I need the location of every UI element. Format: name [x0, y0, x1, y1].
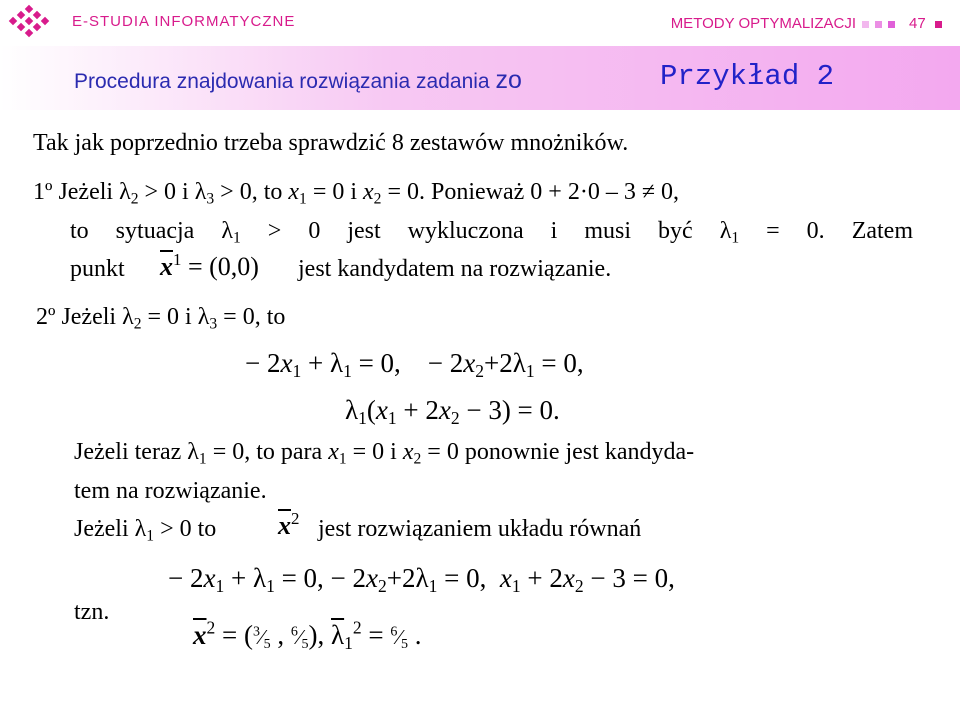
case1-line3: punkt: [70, 256, 125, 282]
case2-heading: 2º Jeżeli $\lambda_2 = 0$ i $\lambda_3 = 0$, to: [36, 304, 286, 333]
nav-square-icon: [875, 21, 882, 28]
formula-x1: $\overline{x}^1 = (0,0)$: [160, 249, 259, 281]
intro-text: Tak jak poprzednio trzeba sprawdzić 8 zestawów mnożników.: [33, 130, 629, 156]
nav-square-icon: [862, 21, 869, 28]
logo-icon: [8, 4, 56, 40]
slide-subtitle: Procedura znajdowania rozwiązania zadania zo: [74, 66, 522, 94]
formula-x2-bar: $\overline{x}^2$: [278, 508, 300, 540]
case2-text-line1: Jeżeli teraz $\lambda_1 = 0$, to para $x_1 = 0$ i $x_2 = 0$ ponownie jest kandyda-: [74, 439, 695, 468]
brand-name: E-STUDIA INFORMATYCZNE: [72, 13, 296, 30]
equation-system-1: − $2x_1 + \lambda_1 = 0$, − $2x_2+2\lambda_1 = 0$,: [245, 348, 584, 381]
example-title: Przykład 2: [660, 60, 835, 93]
case1-line1: 1º Jeżeli $\lambda_2 > 0$ i $\lambda_3 > 0$, to $x_1 = 0$ i $x_2 = 0$. Ponieważ 0 + 2·0 – 3 ≠ 0,: [33, 179, 680, 208]
tzn-label: tzn.: [74, 599, 110, 625]
nav-square-icon: [935, 21, 942, 28]
case1-line3-tail: jest kandydatem na rozwiązanie.: [298, 256, 612, 282]
case1-line2: to sytuacja $\lambda_1 > 0$ jest wykluczona i musi być $\lambda_1 = 0$. Zatem: [70, 218, 914, 247]
equation-constraint: $\lambda_1(x_1 + 2x_2 - 3) = 0$.: [345, 395, 560, 428]
course-title: METODY OPTYMALIZACJI: [670, 15, 856, 32]
case2-text-line2: tem na rozwiązanie.: [74, 478, 267, 504]
equation-system-2: − $2x_1 + \lambda_1 = 0$, − $2x_2+2\lambda_1 = 0$, $x_1 + 2x_2 - 3 = 0$,: [168, 563, 675, 596]
page-number: 47: [909, 15, 926, 32]
case2-text-line3: Jeżeli $\lambda_1 > 0$ to: [74, 516, 217, 545]
nav-square-icon: [888, 21, 895, 28]
case2-text-line3-tail: jest rozwiązaniem układu równań: [318, 516, 642, 542]
solution-formula: $\overline{x}^2$ = ($^3⁄_5$ , $^6⁄_5$), $\overline{\lambda}_1^2$ = $^6⁄_5$ .: [193, 617, 422, 653]
